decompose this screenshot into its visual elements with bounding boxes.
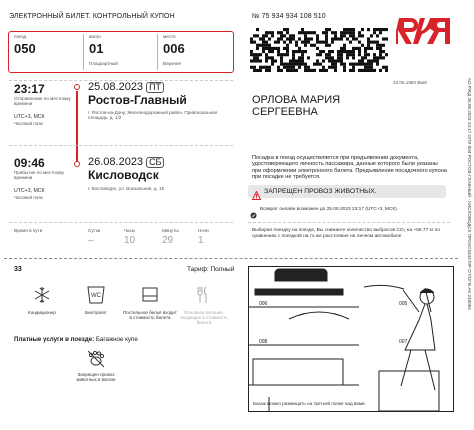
arrival-address: г. Кисловодск, ул. Вокзальная, д. 15	[88, 186, 165, 191]
departure-dot	[74, 84, 80, 90]
nights-label: Ночи	[198, 228, 209, 233]
no-pets-icon	[85, 350, 107, 368]
wc-icon	[85, 286, 107, 304]
document-title: ЭЛЕКТРОННЫЙ БИЛЕТ. КОНТРОЛЬНЫЙ КУПОН	[9, 13, 175, 20]
ticket-number: № 75 934 934 108 510	[252, 13, 326, 20]
door-label-3: 005	[399, 301, 408, 307]
tariff-label: Тариф: Полный	[187, 266, 235, 273]
bed-linen-icon	[139, 286, 161, 304]
amenity-label-linen: Постельное бельё входит в стоимость билета	[123, 310, 177, 321]
hours-label: Часы	[124, 228, 136, 233]
paid-services-value: Багажное купе	[95, 336, 138, 343]
departure-weekday: ПТ	[146, 82, 164, 93]
boarding-notice: Посадка в поезд осуществляется при предъявлении документа, удостоверяющего личность пассажира, данные которого были указаны при оформлении электронного билета. Предъявление посадочного купона при посадке не требуется.	[252, 155, 447, 181]
passenger-small-date: 23.05.1984 ВЫК	[393, 80, 428, 85]
barcode	[250, 28, 388, 72]
train-label: поезд	[14, 34, 27, 39]
pets-banner-icon	[252, 187, 261, 205]
meal-icon	[191, 286, 213, 304]
hours-value: 10	[124, 235, 136, 246]
amenity-label-meal: Основное питание, входящее в стоимость билета	[180, 310, 228, 326]
departure-address: г. Ростов-на-Дону, Железнодорожный район, Привокзальная площадь, д. 1/2	[88, 110, 218, 121]
car-label: вагон	[89, 34, 101, 39]
paid-services-label: Платные услуги в поезде:	[14, 336, 95, 343]
tear-line	[4, 258, 458, 259]
departure-time-note: Отправление по местному времени	[14, 96, 71, 107]
nights-value: 1	[198, 235, 204, 246]
side-strip	[463, 78, 473, 408]
illustration-caption: Багаж можно размещать на третьей полке над вами.	[253, 401, 366, 406]
departure-time: 23:17	[14, 82, 45, 96]
departure-station: Ростов-Главный	[88, 93, 187, 107]
rzd-logo	[396, 14, 454, 48]
minutes-label: Минуты	[162, 228, 179, 233]
days-label: Сутки	[88, 228, 101, 233]
place-type: Верхнее	[163, 61, 182, 66]
seat-info-box	[8, 31, 234, 73]
days-value: –	[88, 235, 94, 246]
car-type: Плацкартный	[89, 61, 118, 66]
side-strip-text: АО РЖД 26.08.2023 23:17 ОПЛ 004 РОСТОВ-ГЛАВНЫЙ - КИСЛОВОДСК ПРОКС534470Р ОТ/ОГВ-АК 210084	[467, 78, 472, 310]
arrival-time-note: Прибытие по местному времени	[14, 170, 64, 181]
departure-timezone: UTC+3, МСК	[14, 114, 45, 120]
route-line	[76, 91, 78, 164]
paid-services-row	[14, 336, 138, 343]
arrival-station: Кисловодск	[88, 168, 159, 182]
departure-date-row	[88, 81, 164, 93]
amenity-label-wc: Биотуалет	[85, 310, 107, 315]
arrival-date: 26.08.2023	[88, 156, 144, 168]
door-label-1: 006	[259, 301, 268, 307]
arrival-dot	[74, 161, 80, 167]
minutes-value: 29	[162, 235, 174, 246]
tariff-count: 33	[14, 266, 22, 273]
pets-banner-text: ЗАПРЕЩЕН ПРОВОЗ ЖИВОТНЫХ.	[264, 188, 377, 195]
eco-text: Выбирая поездку на поезде, Вы снижаете количество выбросов CO₂ на ~56.77 кг по сравнению с поездкой на то же расстояние на личном автомобиле	[252, 228, 441, 239]
passenger-surname: ОРЛОВА МАРИЯ	[252, 94, 341, 106]
arrival-timezone: UTC+3, МСК	[14, 188, 45, 194]
snowflake-icon	[31, 286, 53, 304]
door-label-4: 007	[399, 339, 408, 345]
svg-text:WC: WC	[91, 293, 101, 299]
arrival-timezone-note: Часовой пояс	[14, 195, 44, 200]
place-label: место	[163, 34, 176, 39]
pets-banned-label: Запрещен провоз животных в вагоне	[76, 372, 116, 383]
car-number: 01	[89, 41, 104, 56]
travel-time-label: Время в пути	[14, 228, 43, 233]
arrival-weekday: СБ	[146, 157, 164, 168]
arrival-time: 09:46	[14, 156, 45, 170]
luggage-illustration	[248, 266, 454, 412]
amenity-label-ac: Кондиционер	[28, 310, 56, 315]
place-number: 006	[163, 41, 185, 56]
arrival-date-row	[88, 156, 164, 168]
departure-date: 25.08.2023	[88, 81, 144, 93]
departure-timezone-note: Часовой пояс	[14, 121, 44, 126]
refund-text: Возврат онлайн возможен до 25.08.2023 23:17 (UTC+3, МСК)	[260, 207, 397, 212]
door-label-2: 008	[259, 339, 268, 345]
train-number: 050	[14, 41, 36, 56]
passenger-name: СЕРГЕЕВНА	[252, 106, 318, 118]
